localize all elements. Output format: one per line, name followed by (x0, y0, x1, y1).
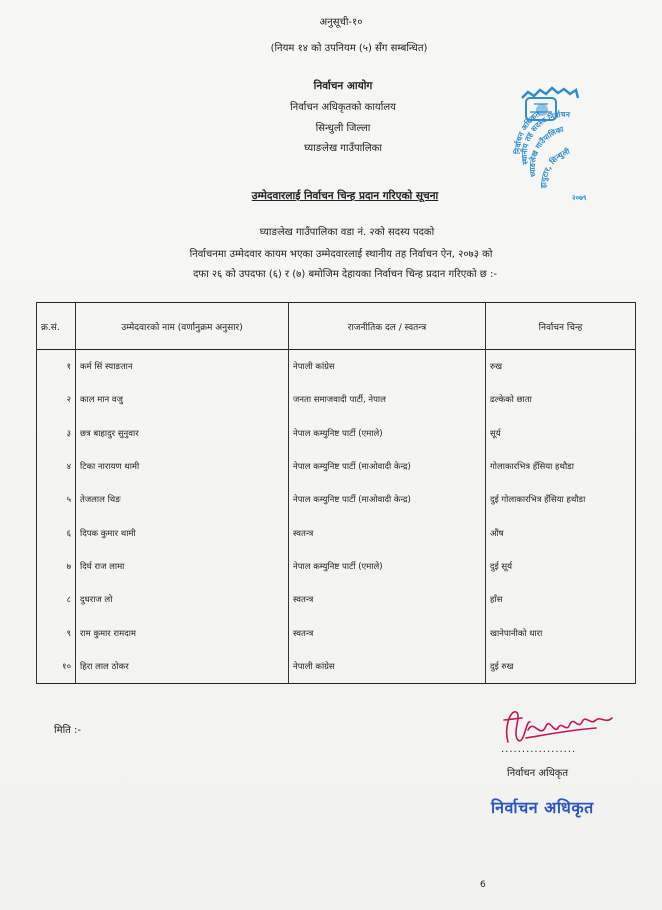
candidate-name-cell: टिका नारायण थामी (76, 450, 289, 483)
serial-cell: १ (37, 350, 76, 384)
serial-cell: ४ (37, 450, 76, 483)
symbol-cell: दुई रुख (486, 650, 636, 684)
symbol-cell: दुई सूर्य (486, 550, 636, 583)
party-cell: नेपाल कम्युनिष्ट पार्टी (माओवादी केन्द्र) (289, 483, 486, 516)
table-row (37, 383, 636, 416)
rule-reference: (नियम १४ को उपनियम (५) सँग सम्बन्धित) (270, 43, 428, 54)
symbol-cell: सूर्य (486, 417, 636, 450)
page-number: 6 (480, 880, 486, 890)
seal-text-line-3: घ्याङलेख गाउँपालिका (527, 124, 565, 178)
symbol-cell: औंष (486, 516, 636, 549)
party-cell: नेपाली कांग्रेस (289, 650, 486, 684)
schedule-label: अनुसूची-१० (319, 17, 363, 28)
candidate-name-cell: दुधराज लो (76, 583, 289, 616)
table-row (37, 417, 636, 450)
office-seal (506, 84, 618, 204)
candidate-name-cell: काल मान वजु (76, 383, 289, 416)
serial-cell: ५ (37, 483, 76, 516)
serial-cell: ७ (37, 550, 76, 583)
seal-text-line-1: निर्वाचन अधिकृत (512, 109, 542, 155)
notice-title: उम्मेदवारलाई निर्वाचन चिन्ह प्रदान गरिएको सूचना (251, 190, 439, 202)
party-cell: स्वतन्त्र (289, 583, 486, 616)
party-cell: जनता समाजवादी पार्टी, नेपाल (289, 383, 486, 416)
commission-name: निर्वाचन आयोग (313, 80, 373, 92)
symbol-cell: हाँस (486, 583, 636, 616)
signatory-title: निर्वाचन अधिकृत (507, 768, 569, 779)
party-cell: नेपाल कम्युनिष्ट पार्टी (एमाले) (289, 550, 486, 583)
serial-cell: १० (37, 650, 76, 684)
candidate-name-cell: हिरा लाल ठोकर (76, 650, 289, 684)
notice-line-2: निर्वाचनमा उम्मेदवार कायम भएका उम्मेदवारलाई स्थानीय तह निर्वाचन ऐन, २०७३ को (189, 249, 493, 260)
symbol-cell: गोलाकारभित्र हँसिया हथौडा (486, 450, 636, 483)
table-header-row (37, 303, 636, 350)
symbol-cell: ढल्केको छाता (486, 383, 636, 416)
candidate-name-cell: तेजलाल थिङ (76, 483, 289, 516)
rubber-stamp: निर्वाचन अधिकृत (491, 798, 594, 817)
header-symbol: निर्वाचन चिन्ह (486, 303, 636, 350)
party-cell: नेपाली कांग्रेस (289, 350, 486, 384)
symbol-cell: रुख (486, 350, 636, 384)
office-name: निर्वाचन अधिकृतको कार्यालय (290, 102, 396, 113)
party-cell: स्वतन्त्र (289, 516, 486, 549)
table-row (37, 516, 636, 549)
signature-line: .................. (501, 744, 577, 755)
serial-cell: ८ (37, 583, 76, 616)
serial-cell: ९ (37, 616, 76, 649)
serial-cell: २ (37, 383, 76, 416)
table-row (37, 483, 636, 516)
municipality-name: घ्याङलेख गाउँपालिका (304, 143, 382, 154)
header-serial: क्र.सं. (37, 303, 76, 350)
seal-text-line-2: स्थानीय तह सदस्य निर्वाचन (519, 109, 571, 166)
table-row (37, 650, 636, 684)
candidate-name-cell: कर्म सिं स्याङतान (76, 350, 289, 384)
date-label: मिति :- (54, 725, 82, 736)
serial-cell: ३ (37, 417, 76, 450)
seal-year: २०७९ (572, 194, 587, 202)
table-row (37, 550, 636, 583)
party-cell: नेपाल कम्युनिष्ट पार्टी (माओवादी केन्द्र) (289, 450, 486, 483)
notice-line-3: दफा २६ को उपदफा (६) र (७) बमोजिम देहायका निर्वाचन चिन्ह प्रदान गरिएको छ :- (193, 269, 497, 280)
symbol-cell: खानेपानीको धारा (486, 616, 636, 649)
table-row (37, 616, 636, 649)
party-cell: नेपाल कम्युनिष्ट पार्टी (एमाले) (289, 417, 486, 450)
district-name: सिन्धुली जिल्ला (315, 123, 371, 134)
symbol-cell: दुई गोलाकारभित्र हँसिया हथौडा (486, 483, 636, 516)
party-cell: स्वतन्त्र (289, 616, 486, 649)
serial-cell: ६ (37, 516, 76, 549)
candidate-name-cell: छत्र बाहादुर सुनुवार (76, 417, 289, 450)
candidate-table (36, 302, 636, 684)
table-row (37, 350, 636, 384)
candidate-name-cell: दिपक कुमार थामी (76, 516, 289, 549)
candidate-name-cell: राम कुमार रामदाम (76, 616, 289, 649)
header-candidate-name: उम्मेदवारको नाम (वर्णानुक्रम अनुसार) (76, 303, 289, 350)
seal-text-line-4: हायुटार, सिन्धुली (538, 146, 571, 189)
candidate-name-cell: दिर्घ राज लामा (76, 550, 289, 583)
notice-line-1: घ्याङलेख गाउँपालिका वडा नं. २को सदस्य पदको (259, 227, 435, 238)
table-row (37, 450, 636, 483)
header-party: राजनीतिक दल / स्वतन्त्र (289, 303, 486, 350)
table-row (37, 583, 636, 616)
